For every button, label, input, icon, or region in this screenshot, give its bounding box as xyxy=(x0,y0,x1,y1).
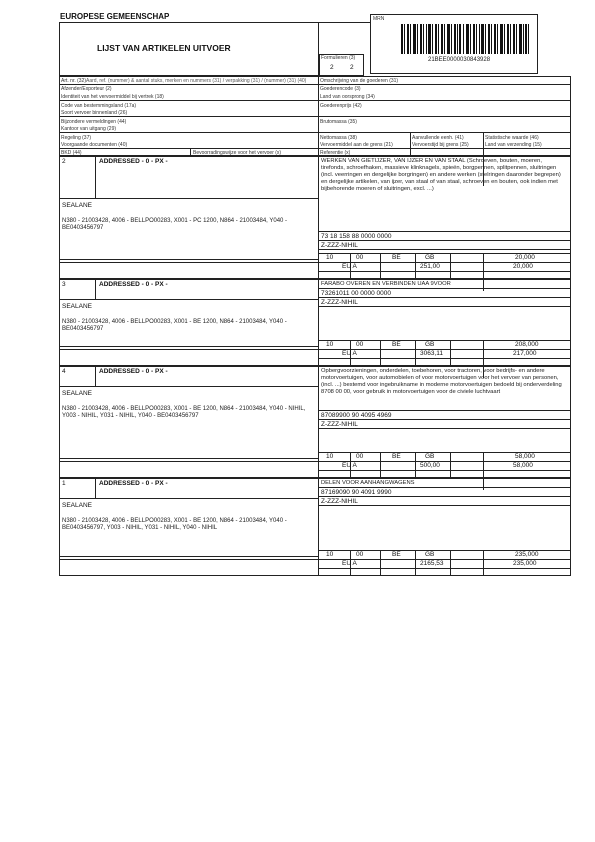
item-value-3: BE xyxy=(392,341,401,348)
item-country: Z-ZZZ-NIHIL xyxy=(321,498,358,505)
grid-line xyxy=(59,84,571,85)
grid-line xyxy=(483,132,484,156)
grid-line xyxy=(415,550,416,576)
item-value-1: 10 xyxy=(326,453,334,460)
item-val2: 20,000 xyxy=(513,263,533,270)
item-description: WERKEN VAN GIETIJZER, VAN IJZER EN VAN STAAL (Schroeven, bouten, moeren, tirefonds, schroefhaken, massieve klinknagels, spieën, borgpennen, splitpennen, sluitringen (incl. veerringen en dergelijke borgringen) en andere werken (stelringen daaronder begrepen) en dergelijke artikelen, van ijzer, van staal of van staal, schroeven en bouten, ook indien met bijbehorende moeren of sluitringen, excl. ...) xyxy=(321,158,561,192)
item-number: 3 xyxy=(62,281,66,288)
item-regime: EU A xyxy=(342,350,357,357)
item-country: Z-ZZZ-NIHIL xyxy=(321,242,358,249)
item-docs: N380 - 21003428, 4006 - BELLPO00283, X001 - BE 1200, N864 - 21003484, Y040 - BE0403456797, Y003 - NIHIL, Y031 - NIHIL, Y040 - NIHIL xyxy=(62,518,287,531)
field-land-oorsprong: Land van oorsprong (34) xyxy=(320,94,375,100)
item-value-3: BE xyxy=(392,254,401,261)
grid-line xyxy=(59,458,318,459)
grid-line xyxy=(450,253,451,279)
item-packaging: ADDRESSED - 0 - PX - xyxy=(99,281,168,288)
item-value-3: BE xyxy=(392,453,401,460)
item-val1: 2165,53 xyxy=(420,560,444,567)
item-val1: 251,00 xyxy=(420,263,440,270)
form-number-a: 2 xyxy=(330,64,334,71)
item-val2: 58,000 xyxy=(513,462,533,469)
grid-line xyxy=(95,156,96,198)
grid-line xyxy=(59,461,318,462)
field-bkd: BKD (44) xyxy=(61,150,82,156)
grid-line xyxy=(483,253,484,279)
grid-line xyxy=(450,550,451,576)
grid-line xyxy=(380,452,381,478)
item-value-5: 58,000 xyxy=(515,453,535,460)
grid-line xyxy=(450,452,451,478)
grid-line xyxy=(59,299,318,300)
grid-line xyxy=(415,253,416,279)
field-nettomassa: Nettomassa (38) xyxy=(320,135,357,141)
grid-line xyxy=(59,556,318,557)
formulieren-label: Formulieren (3) xyxy=(321,55,356,61)
grid-line xyxy=(59,386,318,387)
item-country: Z-ZZZ-NIHIL xyxy=(321,421,358,428)
item-val2: 235,000 xyxy=(513,560,537,567)
grid-line xyxy=(59,148,571,149)
grid-line xyxy=(59,100,571,101)
grid-line xyxy=(95,478,96,498)
grid-line xyxy=(59,198,318,199)
item-number: 1 xyxy=(62,480,66,487)
page-title: LIJST VAN ARTIKELEN UITVOER xyxy=(97,43,231,53)
item-description: FARABO OVEREN EN VERBINDEN UAA 9VOOR xyxy=(321,281,451,287)
grid-line xyxy=(59,349,318,350)
field-afzender: Afzender/Exporteur (2) xyxy=(61,86,112,92)
item-description: DELEN VOOR AANHANGWAGENS xyxy=(321,480,415,486)
grid-line xyxy=(450,340,451,366)
item-val2: 217,000 xyxy=(513,350,537,357)
field-identiteit: Identiteit van het vervoermiddel bij vertrek (18) xyxy=(61,94,164,100)
grid-line xyxy=(318,410,571,411)
grid-line xyxy=(95,279,96,299)
grid-line xyxy=(59,259,318,260)
item-value-1: 10 xyxy=(326,254,334,261)
item-code: 73261011 00 0000 0000 xyxy=(321,290,392,297)
item-value-1: 10 xyxy=(326,341,334,348)
item-seal: SEALANE xyxy=(62,202,92,209)
field-vervoer-grens: Vervoermiddel aan de grens (21) xyxy=(320,142,393,148)
item-regime: EU A xyxy=(342,560,357,567)
field-bijzondere: Bijzondere vermeldingen (44) xyxy=(61,119,127,125)
item-val1: 3063,11 xyxy=(420,350,444,357)
grid-line xyxy=(483,452,484,478)
grid-line xyxy=(318,358,571,359)
grid-line xyxy=(318,271,571,272)
grid-line xyxy=(318,156,319,279)
field-goederencode: Goederencode (3) xyxy=(320,86,361,92)
grid-line xyxy=(318,487,571,488)
field-bevoorrading: Bevoorradingswijze voor het vervoer (x) xyxy=(193,150,282,156)
grid-line xyxy=(380,253,381,279)
grid-line xyxy=(415,340,416,366)
item-value-4: GB xyxy=(425,551,435,558)
grid-line xyxy=(380,550,381,576)
item-regime: EU A xyxy=(342,462,357,469)
field-aard: Aard, ref. (nummer) & aantal stuks, merken en nummers (31) / verpakking (31) / (nummer) (31) (40) xyxy=(86,78,307,84)
item-code: 73 18 158 88 0000 0000 xyxy=(321,233,392,240)
item-regime: EU A xyxy=(342,263,357,270)
field-aanvullende: Aanvullende eenh. (41) xyxy=(412,135,464,141)
field-referentie: Referentie (x) xyxy=(320,150,351,156)
item-val1: 500,00 xyxy=(420,462,440,469)
item-value-5: 235,000 xyxy=(515,551,539,558)
barcode-number: 21BEE0000030843928 xyxy=(428,57,491,63)
grid-line xyxy=(95,366,96,386)
barcode xyxy=(401,24,529,54)
item-seal: SEALANE xyxy=(62,390,92,397)
field-soort: Soort vervoer binnenland (26) xyxy=(61,110,128,116)
item-seal: SEALANE xyxy=(62,502,92,509)
item-docs: N380 - 21003428, 4006 - BELLPO00283, X001 - BE 1200, N864 - 21003484, Y040 - BE0403456797 xyxy=(62,319,287,332)
grid-line xyxy=(318,279,319,366)
grid-line xyxy=(380,340,381,366)
grid-line xyxy=(318,470,571,471)
grid-line xyxy=(483,550,484,576)
item-country: Z-ZZZ-NIHIL xyxy=(321,299,358,306)
item-value-2: 00 xyxy=(356,254,364,261)
field-regeling: Regeling (37) xyxy=(61,135,92,141)
item-docs: N380 - 21003428, 4006 - BELLPO00283, X001 - BE 1200, N864 - 21003484, Y040 - NIHIL, Y003 - NIHIL, Y031 - NIHIL, Y040 - BE0403456797 xyxy=(62,406,306,419)
field-voorgaande: Voorgaande documenten (40) xyxy=(61,142,128,148)
field-vervoer-bij: Vervoerstijd bij grens (25) xyxy=(412,142,469,148)
grid-line xyxy=(318,231,571,232)
grid-line xyxy=(415,452,416,478)
grid-line xyxy=(59,132,571,133)
item-number: 2 xyxy=(62,158,66,165)
grid-line xyxy=(410,132,411,156)
field-kantoor: Kantoor van uitgang (29) xyxy=(61,126,117,132)
item-packaging: ADDRESSED - 0 - PX - xyxy=(99,480,168,487)
field-omschrijving: Omschrijving van de goederen (31) xyxy=(320,78,399,84)
item-value-2: 00 xyxy=(356,551,364,558)
item-value-2: 00 xyxy=(356,341,364,348)
item-value-4: GB xyxy=(425,254,435,261)
field-statistische: Statistische waarde (46) xyxy=(485,135,539,141)
grid-line xyxy=(190,148,191,156)
item-packaging: ADDRESSED - 0 - PX - xyxy=(99,368,168,375)
field-art-nr: Art. nr. (32) xyxy=(61,78,87,84)
grid-line xyxy=(59,559,318,560)
grid-line xyxy=(59,498,318,499)
item-value-2: 00 xyxy=(356,453,364,460)
grid-line xyxy=(59,116,571,117)
item-value-3: BE xyxy=(392,551,401,558)
item-number: 4 xyxy=(62,368,66,375)
grid-line xyxy=(318,478,319,576)
grid-line xyxy=(483,340,484,366)
item-packaging: ADDRESSED - 0 - PX - xyxy=(99,158,168,165)
grid-line xyxy=(59,346,318,347)
field-bruto: Brutomassa (35) xyxy=(320,119,357,125)
item-description: Opbergvoorzieningen, onderdelen, toebehoren, voor tractoren, voor bedrijfs- en andere motorvoertuigen, voor automobielen of voor motorvoertuigen voor het vervoer van personen, (incl. ...) bestemd voor ingebruikname in moderne motorvoertuigen bedoeld bij onderverdeling 8708 00 00, voor gebruik in motorvoertuigen voor de civiele luchtvaart xyxy=(321,368,562,395)
grid-line xyxy=(318,568,571,569)
item-docs: N380 - 21003428, 4006 - BELLPO00283, X001 - PC 1200, N864 - 21003484, Y040 - BE0403456797 xyxy=(62,218,288,231)
item-code: 87169090 90 4091 9990 xyxy=(321,489,392,496)
grid-line xyxy=(318,288,571,289)
community-title: EUROPESE GEMEENSCHAP xyxy=(60,12,170,21)
item-seal: SEALANE xyxy=(62,303,92,310)
item-code: 87089900 90 4095 4969 xyxy=(321,412,392,419)
item-value-4: GB xyxy=(425,341,435,348)
field-land-verzending: Land van verzending (15) xyxy=(485,142,542,148)
mrn-label: MRN xyxy=(373,16,385,22)
item-value-5: 208,000 xyxy=(515,341,539,348)
item-value-1: 10 xyxy=(326,551,334,558)
grid-line xyxy=(59,262,318,263)
field-code-land: Code van bestemmingsland (17a) xyxy=(61,103,137,109)
field-prijs: Goederenprijs (42) xyxy=(320,103,362,109)
form-number-b: 2 xyxy=(350,64,354,71)
grid-line xyxy=(318,76,319,156)
item-value-5: 20,000 xyxy=(515,254,535,261)
item-value-4: GB xyxy=(425,453,435,460)
